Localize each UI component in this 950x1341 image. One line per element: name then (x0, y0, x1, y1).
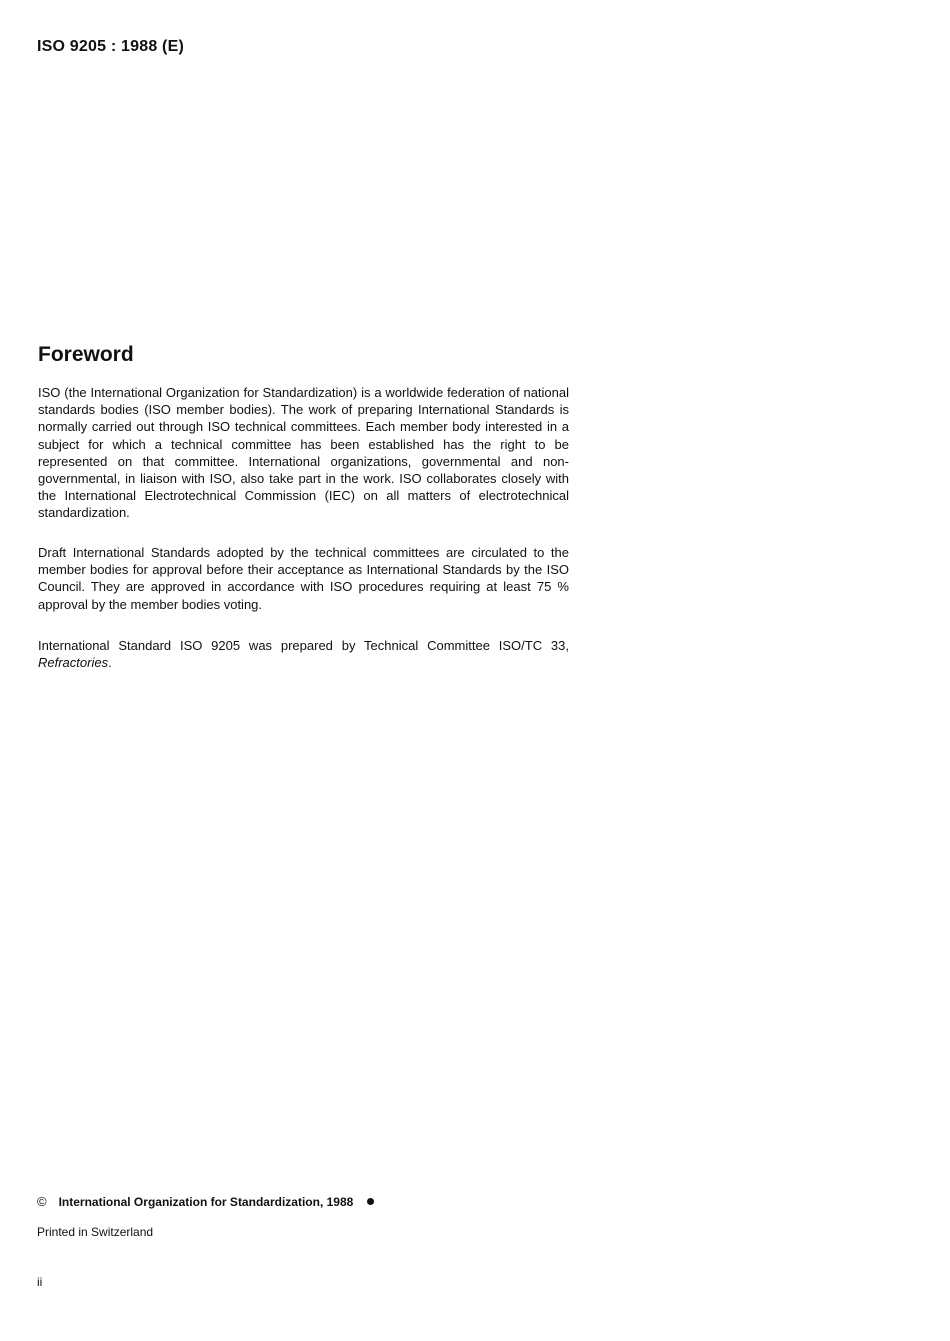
foreword-title: Foreword (38, 343, 134, 366)
copyright-icon: © (37, 1194, 47, 1209)
document-header: ISO 9205 : 1988 (E) (37, 38, 184, 55)
paragraph-3-end: . (108, 655, 112, 671)
foreword-paragraph-1: ISO (the International Organization for Standardization) is a worldwide federation of national standards bodies (ISO member bodies). The work of preparing International Standards is normally carried out through ISO technical committees. Each member body interested in a subject for which a technical committee has been established has the right to be represented on that committee. International organizations, governmental and non-governmental, in liaison with ISO, also take part in the work. ISO collaborates closely with the International Electrotechnical Commission (IEC) on all matters of electrotechnical standardization. (38, 385, 569, 521)
printed-location: Printed in Switzerland (37, 1225, 154, 1239)
committee-title: Refractories (38, 655, 109, 671)
page-number: ii (37, 1275, 43, 1289)
bullet-icon (367, 1198, 374, 1205)
paragraph-3-text: International Standard ISO 9205 was prepared by Technical Committee ISO/TC 33, (38, 638, 569, 653)
copyright-line (37, 1194, 374, 1209)
copyright-text: International Organization for Standardization, 1988 (58, 1194, 354, 1209)
foreword-paragraph-3 (38, 637, 569, 671)
foreword-paragraph-2: Draft International Standards adopted by the technical committees are circulated to the member bodies for approval before their acceptance as International Standards by the ISO Council. They are approved in accordance with ISO procedures requiring at least 75 % approval by the member bodies voting. (38, 545, 569, 612)
